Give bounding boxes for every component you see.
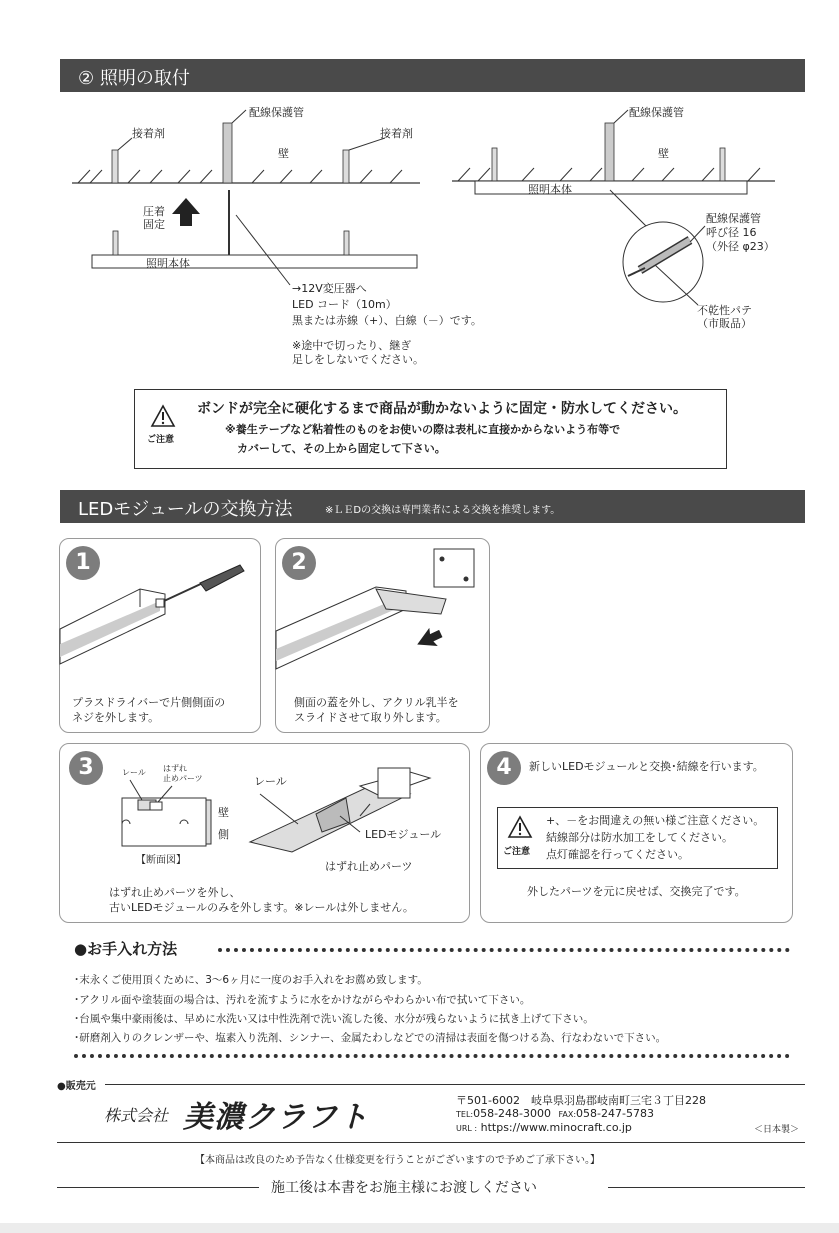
section-title: ② 照明の取付 [78,68,190,89]
section-header-led [60,490,805,523]
cord-note-1: →12V変圧器へ [292,282,367,295]
adhesive-label-right: 接着剤 [380,127,413,140]
seller-phone [456,1107,654,1120]
cord-note-3: 黒または赤線（+）、白線（－）です。 [292,314,482,327]
step-caption-1: 側面の蓋を外し、アクリル乳半を [294,696,459,709]
step-card-1 [59,538,261,733]
section-view-label: 【断面図】 [136,855,186,866]
dotted-divider [74,1054,790,1058]
step-intro: 新しいLEDモジュールと交換･結線を行います。 [529,760,764,773]
company-prefix: 株式会社 [104,1106,169,1125]
care-title: ●お手入れ方法 [74,940,178,958]
caution-line-3: 点灯確認を行ってください。 [546,848,689,861]
tel-number: 058-248-3000 [473,1107,552,1120]
conduit-spec-3: （外径 φ23） [706,240,775,253]
fax-number: 058-247-5783 [576,1107,654,1120]
warning-icon [508,816,532,838]
seller-label: ●販売元 [57,1081,96,1092]
care-item: ･末永くご使用頂くために、3～6ヶ月に一度のお手入れをお薦め致します。 [74,974,428,986]
press-fix-label-2: 固定 [143,218,165,231]
wall-label-right: 壁 [658,147,669,160]
caution-line-1: +、－をお間違えの無い様ご注意ください。 [546,814,765,827]
care-item: ･アクリル面や塗装面の場合は、汚れを流すように水をかけながらやわらかい布で拭いて下さい。 [74,994,531,1006]
led-module-label: LEDモジュール [365,828,442,841]
conduit-spec-1: 配線保護管 [706,212,761,225]
step-caption-2: スライドさせて取り外します。 [294,711,447,724]
made-in-label: ＜日本製＞ [754,1125,800,1135]
step-card-4 [480,743,793,923]
tel-label: TEL: [456,1110,474,1119]
rail-small-label: レール [122,768,146,777]
caution-box-step4 [497,807,778,869]
spec-notice: 【本商品は改良のため予告なく仕様変更を行うことがございますので予めご了承下さい。】 [195,1155,600,1166]
putty-label-2: （市販品） [697,317,752,330]
wall-label-1: 壁 [218,806,229,819]
section-title: LEDモジュールの交換方法 [78,499,293,520]
step-number: 4 [487,751,521,785]
wall-label-left: 壁 [278,147,289,160]
step-caption-1: はずれ止めパーツを外し、 [109,886,241,899]
conduit-label-left: 配線保護管 [249,106,304,119]
handover-line-left [57,1187,259,1188]
caution-line-1: ボンドが完全に硬化するまで商品が動かないように固定・防水してください。 [197,401,687,417]
caution-label: ご注意 [503,847,531,857]
url-link[interactable]: https://www.minocraft.co.jp [480,1121,632,1134]
wall-label-2: 側 [218,828,229,841]
conduit-label-right: 配線保護管 [629,106,684,119]
seller-divider [105,1084,805,1085]
step-number: 3 [69,751,103,785]
page-bottom-band [0,1223,839,1233]
stopper-label: はずれ止めパーツ [325,860,413,873]
body-label-left: 照明本体 [146,257,190,270]
stopper-small-label-2: 止めパーツ [163,774,203,783]
cord-note-2: LED コード（10m） [292,298,397,311]
cut-note-2: 足しをしないでください。 [292,353,424,366]
caution-line-2: 結線部分は防水加工をしてください。 [546,831,733,844]
step-caption-2: ネジを外します。 [72,711,160,724]
press-fix-label-1: 圧着 [143,205,165,218]
warning-icon [151,405,175,427]
caution-box-install [134,389,727,469]
url-label: URL : [456,1124,478,1133]
care-item: ･研磨剤入りのクレンザーや、塩素入り洗剤、シンナー、金属たわしなどでの清掃は表面を傷つける為、行なわないで下さい。 [74,1032,667,1044]
section-subtitle: ※ＬＥDの交換は専門業者による交換を推奨します。 [325,505,561,516]
care-item: ･台風や集中豪雨後は、早めに水洗い又は中性洗剤で洗い流した後、水分が残らないように拭き上げて下さい。 [74,1013,594,1025]
company-logo: 美濃クラフト [183,1100,369,1135]
seller-url [456,1121,632,1134]
putty-label-1: 不乾性パテ [697,304,752,317]
adhesive-label-left: 接着剤 [132,127,165,140]
seller-divider-bottom [57,1142,805,1143]
body-label-right: 照明本体 [528,183,572,196]
step-caption-1: プラスドライバーで片側側面の [72,696,226,709]
stopper-small-label-1: はずれ [163,764,187,773]
step-number: 1 [66,546,100,580]
caution-label: ご注意 [147,435,175,445]
step-done: 外したパーツを元に戻せば、交換完了です。 [527,885,746,898]
step-card-2 [275,538,490,733]
seller-address: 〒501-6002 岐阜県羽島郡岐南町三宅３丁目228 [456,1094,706,1107]
step-caption-2: 古いLEDモジュールのみを外します。※レールは外しません。 [109,901,414,914]
handover-line-right [608,1187,805,1188]
caution-line-2: ※養生テープなど粘着性のものをお使いの際は表札に直接かからないよう布等で [225,423,621,436]
fax-label: FAX: [558,1110,577,1119]
step-card-3 [59,743,470,923]
dotted-divider [218,948,790,952]
handover-text: 施工後は本書をお施主様にお渡しください [271,1180,537,1196]
rail-label: レール [254,775,287,788]
cut-note-1: ※途中で切ったり、継ぎ [292,339,412,352]
conduit-spec-2: 呼び径 16 [706,226,757,239]
caution-line-3: カバーして、その上から固定して下さい。 [237,442,446,455]
step-number: 2 [282,546,316,580]
